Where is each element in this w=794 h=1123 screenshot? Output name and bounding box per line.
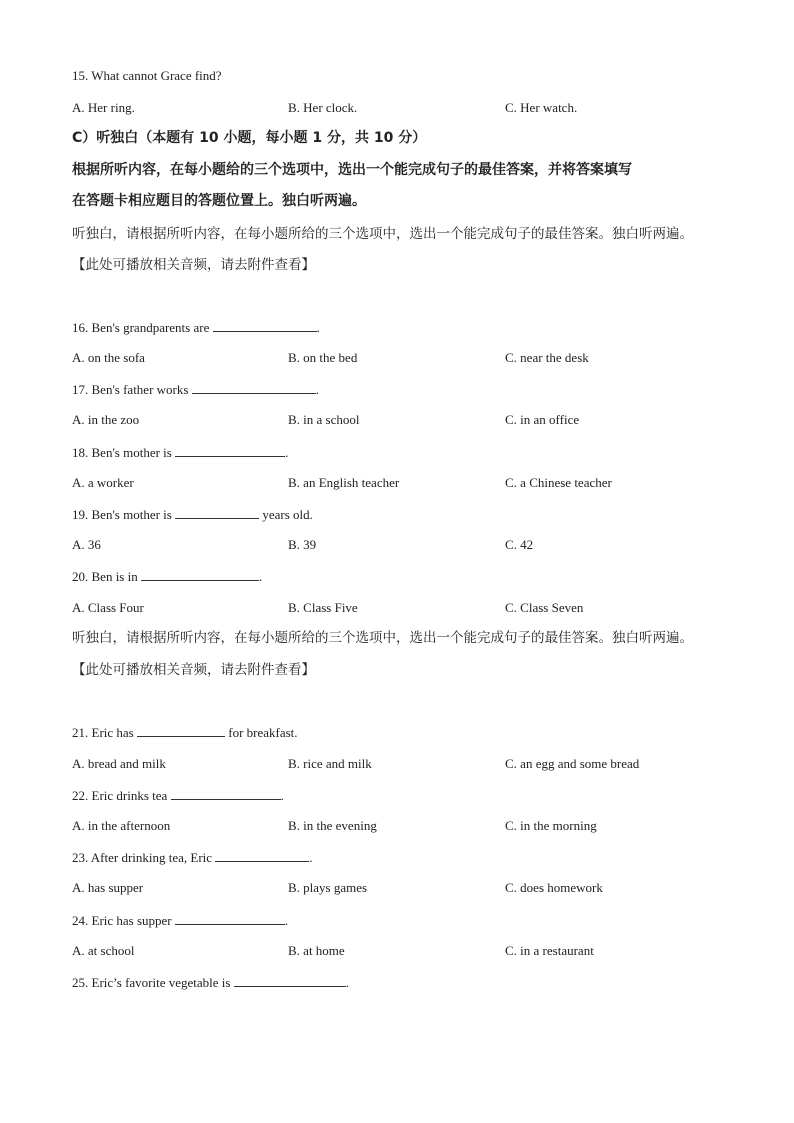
answer-blank <box>175 506 259 519</box>
q23-option-a: A. has supper <box>72 880 144 895</box>
q17-option-b: B. in a school <box>288 412 360 427</box>
q19-text: 19. Ben's mother is <box>72 507 172 522</box>
q15-option-b: B. Her clock. <box>288 100 358 115</box>
q24-text: 24. Eric has supper <box>72 913 172 928</box>
question-20 <box>72 568 262 585</box>
q17-option-a: A. in the zoo <box>72 412 140 427</box>
q16-option-c: C. near the desk <box>505 350 589 365</box>
q16-text: 16. Ben's grandparents are <box>72 320 210 335</box>
q24-option-c: C. in a restaurant <box>505 943 594 958</box>
q23-text: 23. After drinking tea, Eric <box>72 850 213 865</box>
answer-blank <box>175 912 285 925</box>
q20-option-c: C. Class Seven <box>505 600 584 615</box>
q20-text: 20. Ben is in <box>72 569 138 584</box>
q18-text: 18. Ben's mother is <box>72 445 172 460</box>
audio-note-2: 【此处可播放相关音频，请去附件查看】 <box>72 662 315 678</box>
q19-option-a: A. 36 <box>72 537 101 552</box>
question-25 <box>72 974 349 991</box>
q23-option-b: B. plays games <box>288 880 368 895</box>
q23-end: . <box>309 850 313 865</box>
question-18 <box>72 444 288 461</box>
q17-text: 17. Ben's father works <box>72 382 189 397</box>
section-c-instruction-1: 根据所听内容，在每小题给的三个选项中，选出一个能完成句子的最佳答案，并将答案填写 <box>72 162 632 178</box>
q25-text: 25. Eric’s favorite vegetable is <box>72 975 231 990</box>
q16-option-b: B. on the bed <box>288 350 358 365</box>
q21-option-c: C. an egg and some bread <box>505 756 640 771</box>
answer-blank <box>171 787 281 800</box>
q18-option-b: B. an English teacher <box>288 475 400 490</box>
q17-option-c: C. in an office <box>505 412 580 427</box>
listen-note-1: 听独白，请根据所听内容，在每小题所给的三个选项中，选出一个能完成句子的最佳答案。独白听两遍。 <box>72 226 693 242</box>
q21-option-b: B. rice and milk <box>288 756 372 771</box>
q22-option-b: B. in the evening <box>288 818 377 833</box>
q17-end: . <box>315 382 319 397</box>
q21-option-a: A. bread and milk <box>72 756 166 771</box>
audio-note-1: 【此处可播放相关音频，请去附件查看】 <box>72 257 315 273</box>
q16-option-a: A. on the sofa <box>72 350 145 365</box>
question-21 <box>72 724 298 741</box>
q21-end: for breakfast. <box>228 725 298 740</box>
q19-end: years old. <box>262 507 313 522</box>
q19-option-b: B. 39 <box>288 537 317 552</box>
q16-end: . <box>316 320 320 335</box>
answer-blank <box>137 724 225 737</box>
q24-option-b: B. at home <box>288 943 345 958</box>
answer-blank <box>215 849 309 862</box>
q25-end: . <box>345 975 349 990</box>
section-c-instruction-2: 在答题卡相应题目的答题位置上。独白听两遍。 <box>72 193 366 209</box>
q21-text: 21. Eric has <box>72 725 134 740</box>
q22-end: . <box>280 788 284 803</box>
q20-option-b: B. Class Five <box>288 600 358 615</box>
q18-end: . <box>285 445 289 460</box>
answer-blank <box>213 319 317 332</box>
question-22 <box>72 787 284 804</box>
question-15: 15. What cannot Grace find? <box>72 68 222 83</box>
q15-option-a: A. Her ring. <box>72 100 135 115</box>
question-24 <box>72 912 288 929</box>
question-17 <box>72 381 319 398</box>
q20-end: . <box>258 569 263 584</box>
q15-option-c: C. Her watch. <box>505 100 578 115</box>
q20-option-a: A. Class Four <box>72 600 144 615</box>
answer-blank <box>141 568 259 581</box>
q18-option-c: C. a Chinese teacher <box>505 475 612 490</box>
question-23 <box>72 849 313 866</box>
q24-option-a: A. at school <box>72 943 135 958</box>
listen-note-2: 听独白，请根据所听内容，在每小题所给的三个选项中，选出一个能完成句子的最佳答案。独白听两遍。 <box>72 630 693 646</box>
question-19 <box>72 506 313 523</box>
answer-blank <box>192 381 316 394</box>
question-16 <box>72 319 320 336</box>
q24-end: . <box>284 913 289 928</box>
q23-option-c: C. does homework <box>505 880 603 895</box>
answer-blank <box>175 444 285 457</box>
answer-blank <box>234 974 346 987</box>
q22-option-c: C. in the morning <box>505 818 597 833</box>
q19-option-c: C. 42 <box>505 537 534 552</box>
q22-option-a: A. in the afternoon <box>72 818 171 833</box>
q22-text: 22. Eric drinks tea <box>72 788 168 803</box>
q18-option-a: A. a worker <box>72 475 134 490</box>
section-c-title: C）听独白（本题有 10 小题，每小题 1 分，共 10 分） <box>72 130 427 146</box>
